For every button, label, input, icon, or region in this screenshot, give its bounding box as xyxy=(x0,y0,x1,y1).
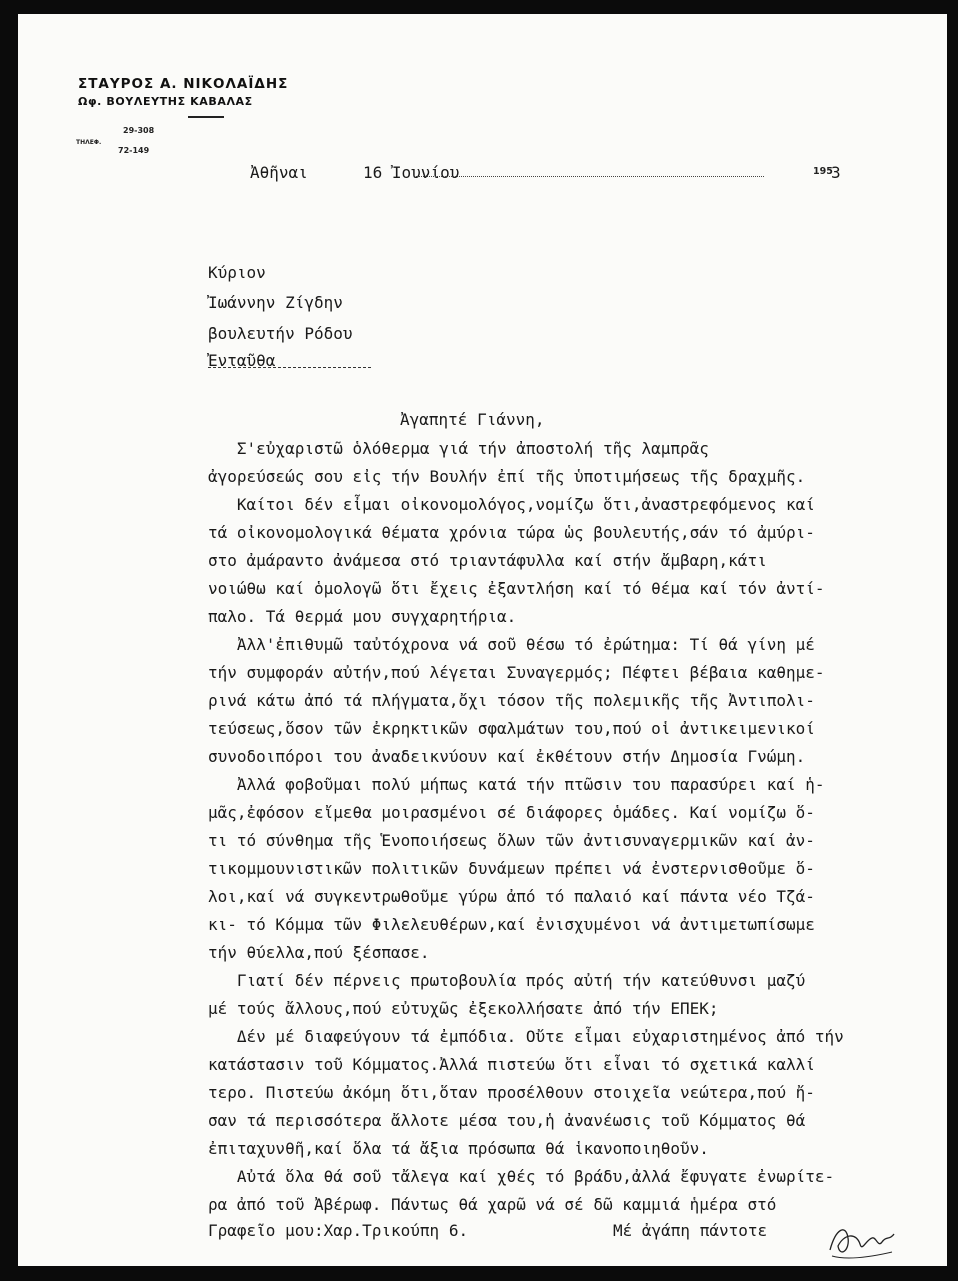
body-line: ἐπιταχυνθῆ,καί ὅλα τά ἄξια πρόσωπα θά ἱκανοποιηθοῦν. xyxy=(208,1139,709,1158)
body-line: τά οἰκονομολογικά θέματα χρόνια τώρα ὡς βουλευτής,σάν τό ἀμύρι- xyxy=(208,523,815,542)
body-line: ρα ἀπό τοῦ Ἀβέρωφ. Πάντως θά χαρῶ νά σέ δῶ καμμιά ἡμέρα στό xyxy=(208,1195,777,1214)
body-line: τερο. Πιστεύω ἀκόμη ὅτι,ὅταν προσέλθουν στοιχεῖα νεώτερα,πού ἤ- xyxy=(208,1083,815,1102)
body-line: νοιώθω καί ὁμολογῶ ὅτι ἔχεις ἐξαντλήση καί τό θέμα καί τόν ἀντί- xyxy=(208,579,825,598)
body-line: Αὐτά ὅλα θά σοῦ τἄλεγα καί χθές τό βράδυ,ἀλλά ἔφυγατε ἐνωρίτε- xyxy=(208,1167,835,1186)
body-line: Δέν μέ διαφεύγουν τά ἐμπόδια. Οὔτε εἶμαι εὐχαριστημένος ἀπό τήν xyxy=(208,1027,844,1046)
body-line: παλο. Τά θερμά μου συγχαρητήρια. xyxy=(208,607,517,626)
body-line: τήν συμφοράν αὐτήν,πού λέγεται Συναγερμός; Πέφτει βέβαια καθημε- xyxy=(208,663,825,682)
letterhead-rule xyxy=(188,116,224,118)
phone-number-2: 72-149 xyxy=(118,146,150,155)
body-line: σαν τά περισσότερα ἄλλοτε μέσα του,ἡ ἀνανέωσις τοῦ Κόμματος θά xyxy=(208,1111,806,1130)
body-line: Ἀλλά φοβοῦμαι πολύ μήπως κατά τήν πτῶσιν του παρασύρει καί ἡ- xyxy=(208,775,825,794)
letterhead-name: ΣΤΑΥΡΟΣ Α. ΝΙΚΟΛΑΪΔΗΣ xyxy=(78,76,289,92)
letterhead-title: Ωφ. ΒΟΥΛΕΥΤΗΣ ΚΑΒΑΛΑΣ xyxy=(78,95,253,108)
date-day-month: 16 Ἰουνίου xyxy=(363,163,460,182)
body-line: στο ἀμάραντο ἀνάμεσα στό τριαντάφυλλα καί στήν ἄμβαρη,κάτι xyxy=(208,551,767,570)
closing-regards: Μέ ἀγάπη πάντοτε xyxy=(613,1221,768,1240)
date-year-prefix: 195 xyxy=(813,166,833,177)
recipient-line: Ἐνταῦθα xyxy=(208,351,276,370)
body-line: τι τό σύνθημα τῆς Ἑνοποιήσεως ὅλων τῶν ἀντισυναγερμικῶν καί ἀν- xyxy=(208,831,815,850)
body-line: κι- τό Κόμμα τῶν Φιλελευθέρων,καί ἐνισχυμένοι νά ἀντιμετωπίσωμε xyxy=(208,915,815,934)
body-line: Ἀλλ'ἐπιθυμῶ ταὐτόχρονα νά σοῦ θέσω τό ἐρώτημα: Τί θά γίνη μέ xyxy=(208,635,815,654)
body-line: τεύσεως,ὅσον τῶν ἐκρηκτικῶν σφαλμάτων του,πού οἱ ἀντικειμενικοί xyxy=(208,719,815,738)
phone-label: ΤΗΛΕΦ. xyxy=(76,139,102,146)
salutation: Ἀγαπητέ Γιάννη, xyxy=(400,410,545,429)
body-line: μᾶς,ἐφόσον εἴμεθα μοιρασμένοι σέ διάφορες ὁμάδες. Καί νομίζω ὅ- xyxy=(208,803,815,822)
phone-number-1: 29-308 xyxy=(123,126,155,135)
date-place: Ἀθῆναι xyxy=(250,163,308,182)
body-line: λοι,καί νά συγκεντρωθοῦμε γύρω ἀπό τό παλαιό καί πάντα νέο Τζά- xyxy=(208,887,815,906)
body-line: Γιατί δέν πέρνεις πρωτοβουλία πρός αὐτή τήν κατεύθυνσι μαζύ xyxy=(208,971,806,990)
body-line: τήν θύελλα,πού ξέσπασε. xyxy=(208,943,430,962)
recipient-line: Κύριον xyxy=(208,263,266,282)
body-line: ἀγορεύσεώς σου εἰς τήν Βουλήν ἐπί τῆς ὑποτιμήσεως τῆς δραχμῆς. xyxy=(208,467,806,486)
body-line: κατάστασιν τοῦ Κόμματος.Ἀλλά πιστεύω ὅτι εἶναι τό σχετικά καλλί xyxy=(208,1055,815,1074)
body-line: τικομμουνιστικῶν πολιτικῶν δυνάμεων πρέπει νά ἐνστερνισθοῦμε ὅ- xyxy=(208,859,815,878)
body-line: Καίτοι δέν εἶμαι οἰκονομολόγος,νομίζω ὅτι,ἀναστρεφόμενος καί xyxy=(208,495,815,514)
body-line: ρινά κάτω ἀπό τά πλήγματα,ὄχι τόσον τῆς πολεμικῆς τῆς Ἀντιπολι- xyxy=(208,691,815,710)
handwritten-signature xyxy=(826,1220,898,1264)
body-line: Σ'εὐχαριστῶ ὁλόθερμα γιά τήν ἀποστολή τῆς λαμπρᾶς xyxy=(208,439,709,458)
letter-page xyxy=(18,14,947,1266)
recipient-line: βουλευτήν Ρόδου xyxy=(208,324,353,343)
date-dotted-line xyxy=(416,176,764,177)
closing-office-address: Γραφεῖο μου:Χαρ.Τρικούπη 6. xyxy=(208,1221,469,1240)
body-line: συνοδοιπόροι του ἀναδεικνύουν καί ἐκθέτουν στήν Δημοσία Γνώμη. xyxy=(208,747,806,766)
date-year-suffix: 3 xyxy=(831,163,841,182)
recipient-underline xyxy=(208,367,371,368)
body-line: μέ τούς ἄλλους,πού εὐτυχῶς ἐξεκολλήσατε ἀπό τήν ΕΠΕΚ; xyxy=(208,999,719,1018)
recipient-line: Ἰωάννην Ζίγδην xyxy=(208,293,343,312)
